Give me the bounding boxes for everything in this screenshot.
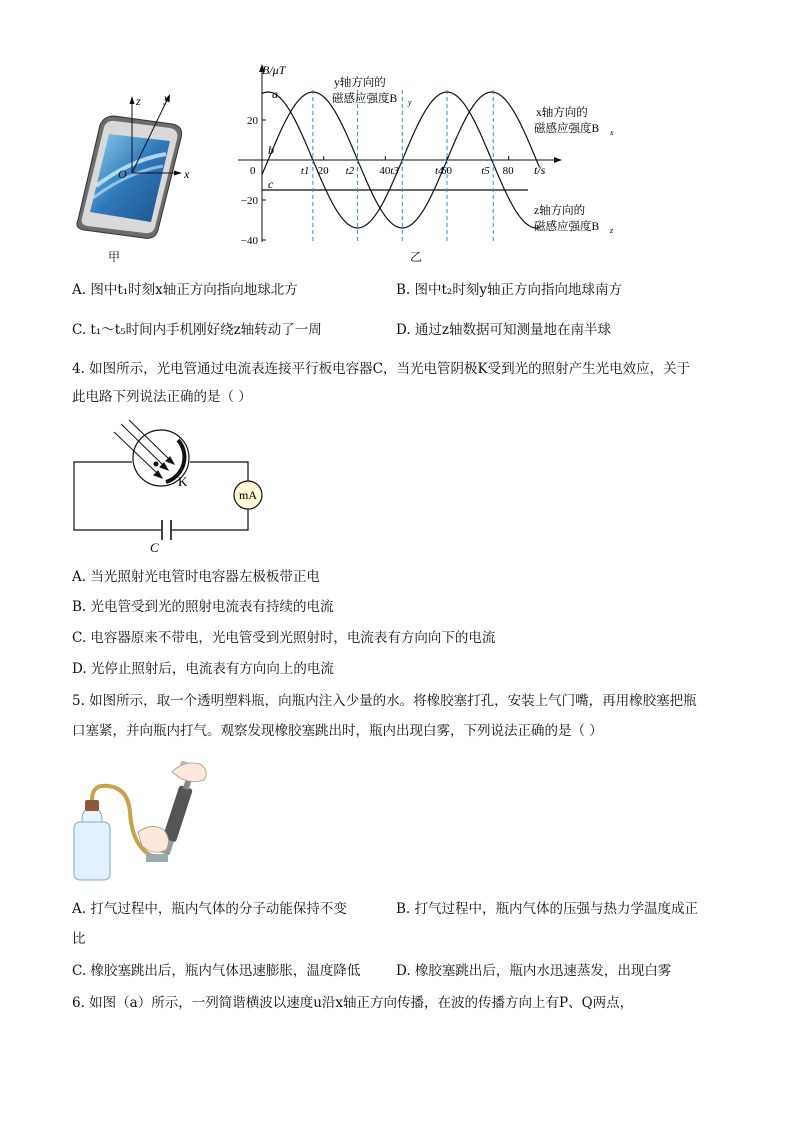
q4-option-a: A. 当光照射光电管时电容器左极板带正电 — [72, 569, 320, 585]
origin-label: O — [118, 167, 127, 181]
by-annotation-line1: y轴方向的 — [334, 77, 386, 89]
y-tick-label: 20 — [247, 115, 258, 127]
q6-stem-line1: 6. 如图（a）所示，一列简谐横波以速度u沿x轴正方向传播，在波的传播方向上有P、Q两点， — [72, 995, 634, 1011]
anode — [154, 462, 159, 467]
x-tick-label: 60 — [441, 165, 452, 177]
pump-base — [146, 854, 168, 862]
q4-option-d: D. 光停止照射后，电流表有方向向上的电流 — [72, 661, 334, 677]
meter-label: mA — [239, 488, 257, 502]
time-marker-label: t5 — [481, 165, 490, 177]
time-marker-label: t3 — [390, 165, 399, 177]
rubber-stopper — [85, 800, 99, 811]
caption-yi: 乙 — [410, 250, 423, 264]
q5-option-c: C. 橡胶塞跳出后，瓶内气体迅速膨胀，温度降低 — [72, 963, 361, 979]
b-t-chart — [228, 62, 614, 262]
q3-option-a: A. 图中t₁时刻x轴正方向指向地球北方 — [72, 282, 298, 298]
chart-axes — [238, 64, 562, 242]
caption-jia: 甲 — [108, 250, 121, 264]
axis-y-label: y — [164, 91, 170, 105]
y-axis-label: B/μT — [262, 63, 286, 77]
q3-option-d: D. 通过z轴数据可知测量地在南半球 — [396, 322, 612, 338]
capacitor-label: C — [150, 540, 159, 555]
q5-option-d: D. 橡胶塞跳出后，瓶内水迅速蒸发，出现白雾 — [396, 963, 672, 979]
x-tick-label: 0 — [250, 165, 256, 177]
q5-stem-line2: 口塞紧，并向瓶内打气。观察发现橡胶塞跳出时，瓶内出现白雾，下列说法正确的是（ ） — [72, 723, 603, 739]
photocell-circuit — [66, 420, 266, 560]
phone-figure — [60, 80, 210, 240]
y-tick-label: −20 — [240, 195, 258, 207]
axis-x-label: x — [184, 167, 190, 181]
cathode-label: K — [178, 474, 188, 489]
bx-annotation-sub: x — [610, 128, 614, 137]
q4-option-b: B. 光电管受到光的照射电流表有持续的电流 — [72, 599, 334, 615]
plastic-bottle — [74, 822, 110, 880]
x-tick-label: 80 — [502, 165, 514, 177]
q5-stem-line1: 5. 如图所示，取一个透明塑料瓶，向瓶内注入少量的水。将橡胶塞打孔，安装上气门嘴，再用橡胶塞把瓶 — [72, 693, 697, 709]
q3-option-b: B. 图中t₂时刻y轴正方向指向地球南方 — [396, 282, 622, 298]
y-tick-label: −40 — [240, 235, 258, 247]
axis-z-label: z — [136, 94, 141, 108]
by-annotation-line2: 磁感应强度B — [332, 93, 398, 105]
bz-annotation-line2: 磁感应强度B — [534, 221, 600, 233]
bz-annotation-line1: z轴方向的 — [534, 205, 586, 217]
time-marker-label: t1 — [300, 165, 310, 177]
bx-annotation-line1: x轴方向的 — [536, 107, 588, 119]
upper-hand — [172, 763, 206, 782]
bx-annotation-line2: 磁感应强度B — [534, 123, 600, 135]
series-b-label: b — [268, 143, 274, 157]
bz-annotation-sub: z — [610, 226, 614, 235]
q5-option-b-cont: 比 — [72, 931, 86, 947]
q5-option-b: B. 打气过程中，瓶内气体的压强与热力学温度成正 — [396, 901, 699, 917]
time-marker-label: t4 — [435, 165, 444, 177]
x-tick-label: 20 — [317, 165, 329, 177]
time-marker-label: t2 — [345, 165, 355, 177]
x-axis-arrow — [554, 157, 562, 163]
q3-option-c: C. t₁～t₅时间内手机刚好绕z轴转动了一周 — [72, 322, 322, 338]
x-axis-label: t/s — [534, 163, 546, 177]
series-a-label: a — [272, 87, 278, 101]
q4-option-c: C. 电容器原来不带电，光电管受到光照射时，电流表有方向向下的电流 — [72, 630, 496, 646]
by-annotation-sub: y — [408, 98, 412, 107]
bottle-pump-figure — [68, 756, 218, 886]
q5-option-a: A. 打气过程中，瓶内气体的分子动能保持不变 — [72, 901, 347, 917]
x-tick-label: 40 — [379, 165, 391, 177]
q4-stem-line1: 4. 如图所示，光电管通过电流表连接平行板电容器C，当光电管阴极K受到光的照射产生光电效应，关于 — [72, 361, 691, 377]
series-c-label: c — [268, 177, 274, 191]
q4-stem-line2: 此电路下列说法正确的是（ ） — [72, 389, 252, 405]
